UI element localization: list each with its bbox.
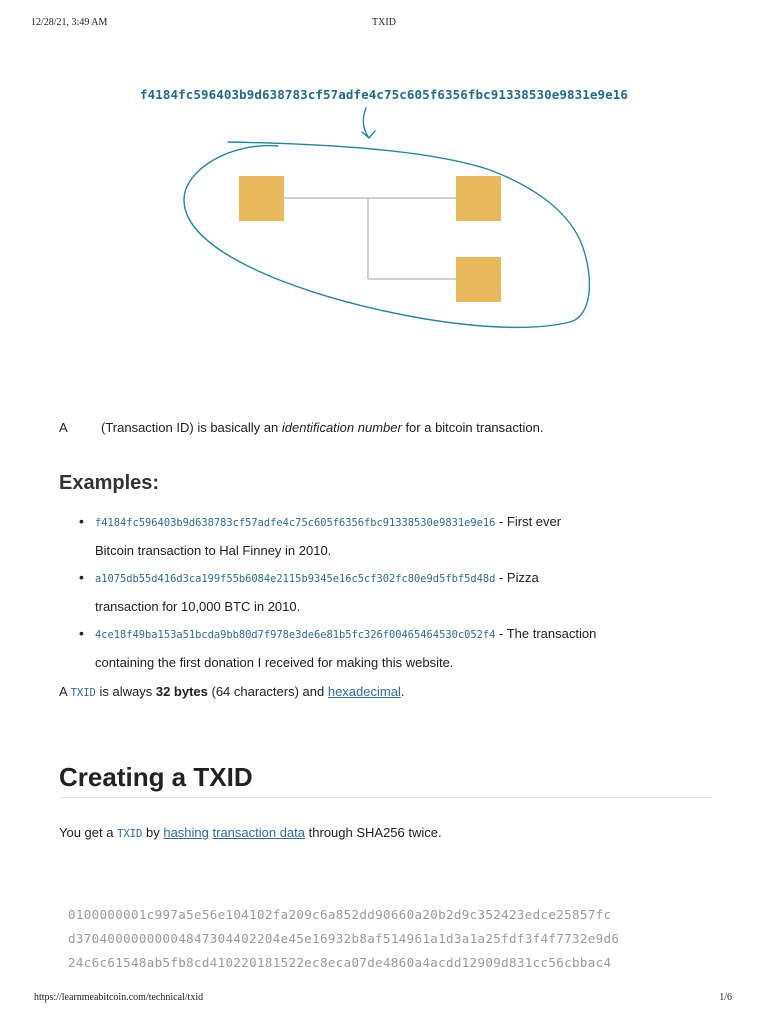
output-box bbox=[456, 176, 501, 221]
hex-line: d37040000000004847304402204e45e16932b8af514961a1d3a1a25fdf3f4f7732e9d6 bbox=[68, 931, 620, 946]
hex-line: 24c6c61548ab5fb8cd410220181522ec8eca07de4860a4acdd12909d831cc56cbbac4 bbox=[68, 955, 612, 970]
example-desc-cont: Bitcoin transaction to Hal Finney in 2010. bbox=[95, 543, 332, 558]
creating-text-end: through SHA256 twice. bbox=[305, 825, 442, 840]
input-box bbox=[239, 176, 284, 221]
creating-text: by bbox=[142, 825, 164, 840]
example-txid: a1075db55d416d3ca199f55b6084e2115b9345e16c5cf302fc80e9d5fbf5d48d bbox=[95, 573, 496, 585]
list-item bbox=[95, 564, 715, 620]
example-desc-cont: containing the first donation I received for making this website. bbox=[95, 655, 454, 670]
summary-text: is always bbox=[95, 684, 156, 699]
txid-code: TXID bbox=[117, 828, 143, 840]
print-title: TXID bbox=[372, 17, 396, 28]
transaction-diagram bbox=[170, 100, 600, 340]
creating-paragraph bbox=[59, 825, 442, 840]
intro-emphasis: identification number bbox=[281, 420, 402, 435]
examples-heading: Examples: bbox=[59, 472, 160, 494]
summary-prefix: A bbox=[59, 684, 71, 699]
example-desc-cont: transaction for 10,000 BTC in 2010. bbox=[95, 599, 301, 614]
hexadecimal-link[interactable]: hexadecimal bbox=[327, 684, 401, 699]
heading-divider bbox=[59, 797, 712, 798]
hashing-link[interactable]: hashing bbox=[163, 825, 209, 840]
intro-text: (Transaction ID) is basically an bbox=[101, 420, 282, 435]
txid-code: TXID bbox=[70, 687, 96, 699]
output-box bbox=[456, 257, 501, 302]
example-txid: f4184fc596403b9d638783cf57adfe4c75c605f6356fbc91338530e9831e9e16 bbox=[95, 517, 496, 529]
list-item bbox=[95, 620, 715, 676]
hex-line: 0100000001c997a5e56e104102fa209c6a852dd90660a20b2d9c352423edce25857fc bbox=[68, 907, 612, 922]
page-number: 1/6 bbox=[719, 992, 732, 1003]
example-desc: - The transaction bbox=[495, 626, 597, 641]
print-header bbox=[0, 17, 768, 31]
arrow-icon bbox=[362, 108, 375, 138]
transaction-data-link[interactable]: transaction data bbox=[212, 825, 306, 840]
txid-summary bbox=[59, 684, 404, 699]
intro-prefix: A bbox=[59, 420, 68, 435]
summary-text-2: (64 characters) and bbox=[207, 684, 328, 699]
example-txid: 4ce18f49ba153a51bcda9bb80d7f978e3de6e81b5fc326f00465464530c052f4 bbox=[95, 629, 496, 641]
summary-bold: 32 bytes bbox=[155, 684, 208, 699]
intro-text-end: for a bitcoin transaction. bbox=[401, 420, 544, 435]
print-url: https://learnmeabitcoin.com/technical/txid bbox=[34, 992, 204, 1003]
summary-end: . bbox=[400, 684, 405, 699]
hero-txid: f4184fc596403b9d638783cf57adfe4c75c605f6356fbc91338530e9831e9e16 bbox=[139, 87, 629, 102]
creating-heading: Creating a TXID bbox=[59, 762, 253, 792]
creating-prefix: You get a bbox=[59, 825, 118, 840]
list-item bbox=[95, 508, 715, 564]
examples-list bbox=[95, 508, 715, 676]
print-date: 12/28/21, 3:49 AM bbox=[31, 17, 108, 28]
print-footer bbox=[0, 992, 768, 1006]
example-desc: - Pizza bbox=[495, 570, 539, 585]
intro-paragraph bbox=[59, 420, 543, 435]
transaction-outline bbox=[184, 142, 589, 327]
example-desc: - First ever bbox=[495, 514, 562, 529]
raw-transaction-hex bbox=[68, 903, 619, 975]
